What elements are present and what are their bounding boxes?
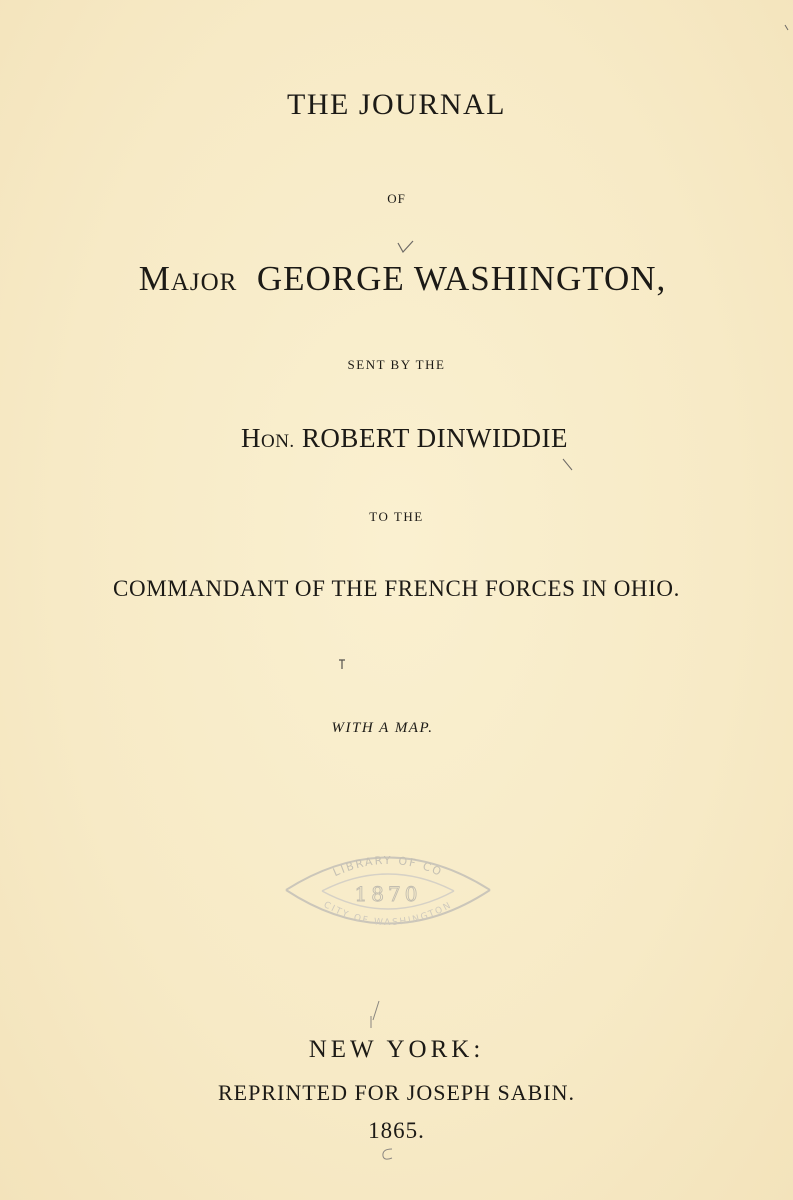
sent-by-connector: SENT BY THE [347, 357, 446, 372]
pencil-curl-mark [378, 1145, 398, 1165]
subject-line [6, 259, 793, 299]
library-stamp [282, 835, 494, 945]
with-map-note: WITH A MAP. [331, 720, 434, 736]
imprint-publisher: REPRINTED FOR JOSEPH SABIN. [217, 1080, 576, 1105]
hon-prefix-cap: H [240, 423, 261, 453]
sender-name: ROBERT DINWIDDIE [301, 423, 569, 453]
major-prefix-cap: M [138, 259, 171, 298]
pencil-slash-mark [367, 1000, 381, 1030]
stamp-top-arc-text: LIBRARY OF CO [331, 853, 445, 880]
imprint-year: 1865. [368, 1118, 425, 1143]
stamp-center-year: 1870 [354, 882, 422, 906]
subject-name: GEORGE WASHINGTON, [256, 259, 667, 298]
hon-prefix-rest: ON. [260, 431, 295, 452]
book-title: THE JOURNAL [287, 88, 506, 121]
pencil-check-mark-2 [562, 458, 574, 472]
stamp-bottom-arc-text: CITY OF WASHINGTON [321, 900, 455, 929]
recipient-line: COMMANDANT OF THE FRENCH FORCES IN OHIO. [113, 576, 680, 601]
corner-speck [783, 24, 791, 32]
of-connector: OF [387, 191, 406, 206]
to-the-connector: TO THE [369, 509, 424, 524]
major-prefix-rest: AJOR [170, 269, 238, 296]
imprint-city: NEW YORK: [308, 1036, 485, 1063]
sender-line [8, 423, 793, 454]
pencil-tick-mark [338, 659, 346, 671]
pencil-check-mark-1 [397, 240, 415, 254]
